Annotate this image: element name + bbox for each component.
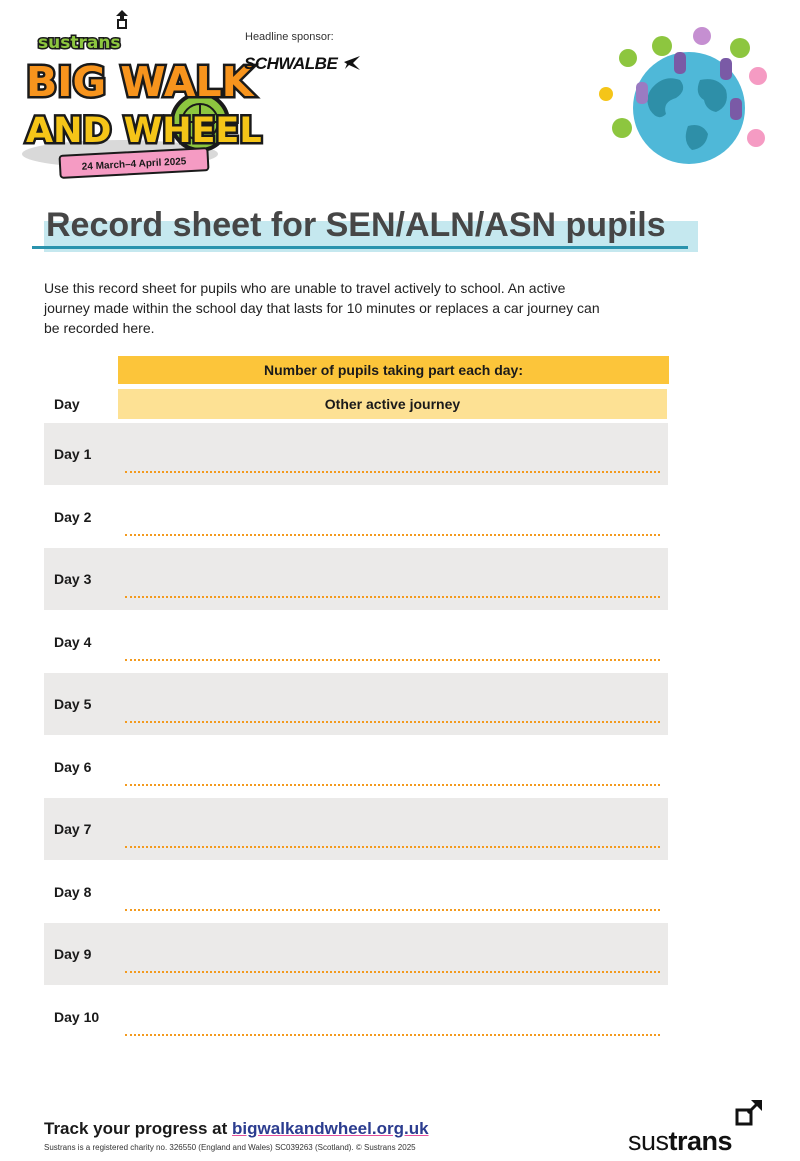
entry-line[interactable] (125, 1034, 660, 1036)
table-row (44, 673, 668, 735)
big-walk-and-wheel-logo-graphic (20, 4, 262, 179)
website-link[interactable]: bigwalkandwheel.org.uk (232, 1119, 429, 1138)
table-row (44, 548, 668, 610)
logo-line2-text: AND WHEEL (26, 111, 262, 151)
table-row (44, 423, 668, 485)
table-header-main: Number of pupils taking part each day: (118, 356, 669, 384)
table-row (44, 736, 668, 798)
track-progress-text (44, 1119, 429, 1139)
day-label: Day 9 (54, 946, 92, 962)
track-prefix: Track your progress at (44, 1119, 228, 1138)
table-header-day: Day (54, 396, 80, 412)
title-underline (32, 246, 688, 249)
table-row (44, 611, 668, 673)
day-label: Day 8 (54, 884, 92, 900)
day-label: Day 4 (54, 634, 92, 650)
table-row (44, 986, 668, 1048)
logo-dates: 24 March–4 April 2025 (81, 156, 187, 173)
entry-line[interactable] (125, 784, 660, 786)
entry-line[interactable] (125, 971, 660, 973)
entry-line[interactable] (125, 534, 660, 536)
entry-line[interactable] (125, 721, 660, 723)
day-label: Day 2 (54, 509, 92, 525)
sponsor-name: SCHWALBE (244, 54, 338, 73)
swift-bird-icon (343, 54, 361, 72)
charity-notice: Sustrans is a registered charity no. 326550 (England and Wales) SC039263 (Scotland). © Sustrans 2025 (44, 1143, 416, 1152)
logo-line1-text: BIG WALK (26, 58, 254, 106)
day-label: Day 6 (54, 759, 92, 775)
sponsor-label: Headline sponsor: (245, 31, 334, 43)
table-row (44, 861, 668, 923)
wordmark-bold: trans (668, 1126, 733, 1156)
intro-text: Use this record sheet for pupils who are unable to travel actively to school. An active journey made within the school day that lasts for 10 minutes or replaces a car journey can be recorded here. (44, 280, 600, 336)
entry-line[interactable] (125, 909, 660, 911)
table-row (44, 923, 668, 985)
page-title: Record sheet for SEN/ALN/ASN pupils (46, 206, 666, 244)
day-label: Day 3 (54, 571, 92, 587)
table-row (44, 798, 668, 860)
entry-line[interactable] (125, 596, 660, 598)
globe-illustration (592, 18, 782, 168)
sustrans-arrow-icon (734, 1096, 764, 1130)
day-label: Day 5 (54, 696, 92, 712)
day-label: Day 7 (54, 821, 92, 837)
big-walk-and-wheel-logo (20, 4, 262, 179)
entry-line[interactable] (125, 471, 660, 473)
day-label: Day 10 (54, 1009, 100, 1025)
sustrans-footer-logo (628, 1096, 768, 1156)
table-row (44, 486, 668, 548)
day-label: Day 1 (54, 446, 92, 462)
entry-line[interactable] (125, 659, 660, 661)
wordmark-light: sus (628, 1126, 669, 1156)
sustrans-wordmark (628, 1126, 732, 1157)
table-header-other-active-journey: Other active journey (118, 389, 667, 419)
logo-org-text: sustrans (38, 33, 121, 53)
entry-line[interactable] (125, 846, 660, 848)
